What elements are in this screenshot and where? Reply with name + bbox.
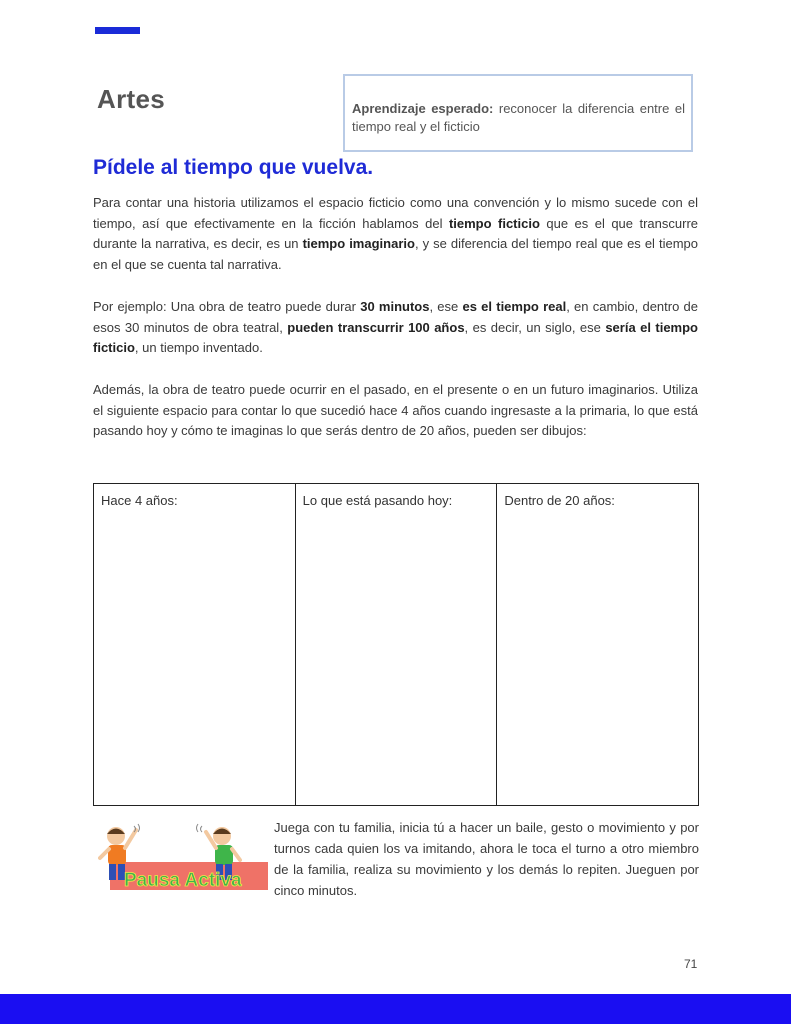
- activity-table: [93, 483, 699, 806]
- paragraph-text: , un tiempo inventado.: [134, 340, 263, 355]
- bold-term: 30 minutos: [360, 299, 430, 314]
- pausa-activa-illustration: [98, 820, 268, 898]
- bottom-accent-bar: [0, 994, 791, 1024]
- paragraph-text: , es decir, un siglo, ese: [464, 319, 606, 335]
- pausa-activa-logo-text: Pausa Activa: [124, 870, 242, 891]
- learning-objective-box: [343, 74, 693, 152]
- section-title: Pídele al tiempo que vuelva.: [93, 156, 374, 179]
- paragraph-text: , y se diferencia del tiempo real que es el tiempo en el que se cuenta tal narrativa.: [93, 236, 698, 272]
- bold-term: tiempo imaginario: [302, 236, 415, 251]
- paragraph-instructions: Además, la obra de teatro puede ocurrir en el pasado, en el presente o en un futuro imaginarios. Utiliza el siguiente espacio para contar lo que sucedió hace 4 años cuando ingresaste a la primaria, lo que está pasando hoy y cómo te imaginas lo que serás dentro de 20 años, pueden ser dibujos:: [93, 382, 698, 438]
- learning-objective-label: Aprendizaje esperado:: [352, 101, 494, 116]
- bold-term: sería el tiempo ficticio: [93, 319, 698, 355]
- paragraph-text: , en cambio, dentro de esos 30 minutos de obra teatral,: [93, 299, 699, 335]
- column-future[interactable]: [497, 484, 698, 805]
- column-header: Dentro de 20 años:: [504, 493, 615, 508]
- column-header: Hace 4 años:: [101, 493, 178, 508]
- paragraph-example: [93, 297, 698, 359]
- paragraph-text: que es el que transcurre durante la narrativa, es decir, es un: [93, 215, 698, 251]
- paragraph-text: Por ejemplo: Una obra de teatro puede durar: [93, 299, 361, 314]
- column-header: Lo que está pasando hoy:: [302, 493, 453, 508]
- bold-term: es el tiempo real: [462, 299, 567, 314]
- paragraph-text: Para contar una historia utilizamos el espacio ficticio como una convención y lo mismo sucede con el tiempo, así que efectivamente en la ficción hablamos del: [93, 195, 698, 231]
- top-accent-bar: [95, 27, 140, 34]
- page-number: 71: [684, 957, 698, 971]
- pausa-activa-logo: [98, 820, 268, 898]
- bold-term: pueden transcurrir 100 años: [287, 319, 465, 335]
- pausa-activa-instructions: Juega con tu familia, inicia tú a hacer un baile, gesto o movimiento y por turnos cada quien los va imitando, ahora le toca el turno a otro miembro de la familia, realiza su movimiento y los demás lo repiten. Jueguen por cinco minutos.: [274, 820, 699, 898]
- bold-term: tiempo ficticio: [448, 215, 540, 231]
- paragraph-text: , ese: [429, 299, 463, 314]
- column-present[interactable]: [296, 484, 498, 805]
- learning-objective-text: reconocer la diferencia entre el tiempo real y el ficticio: [352, 101, 685, 134]
- subject-title: Artes: [97, 84, 165, 114]
- paragraph-intro: [93, 193, 698, 275]
- column-past[interactable]: [94, 484, 296, 805]
